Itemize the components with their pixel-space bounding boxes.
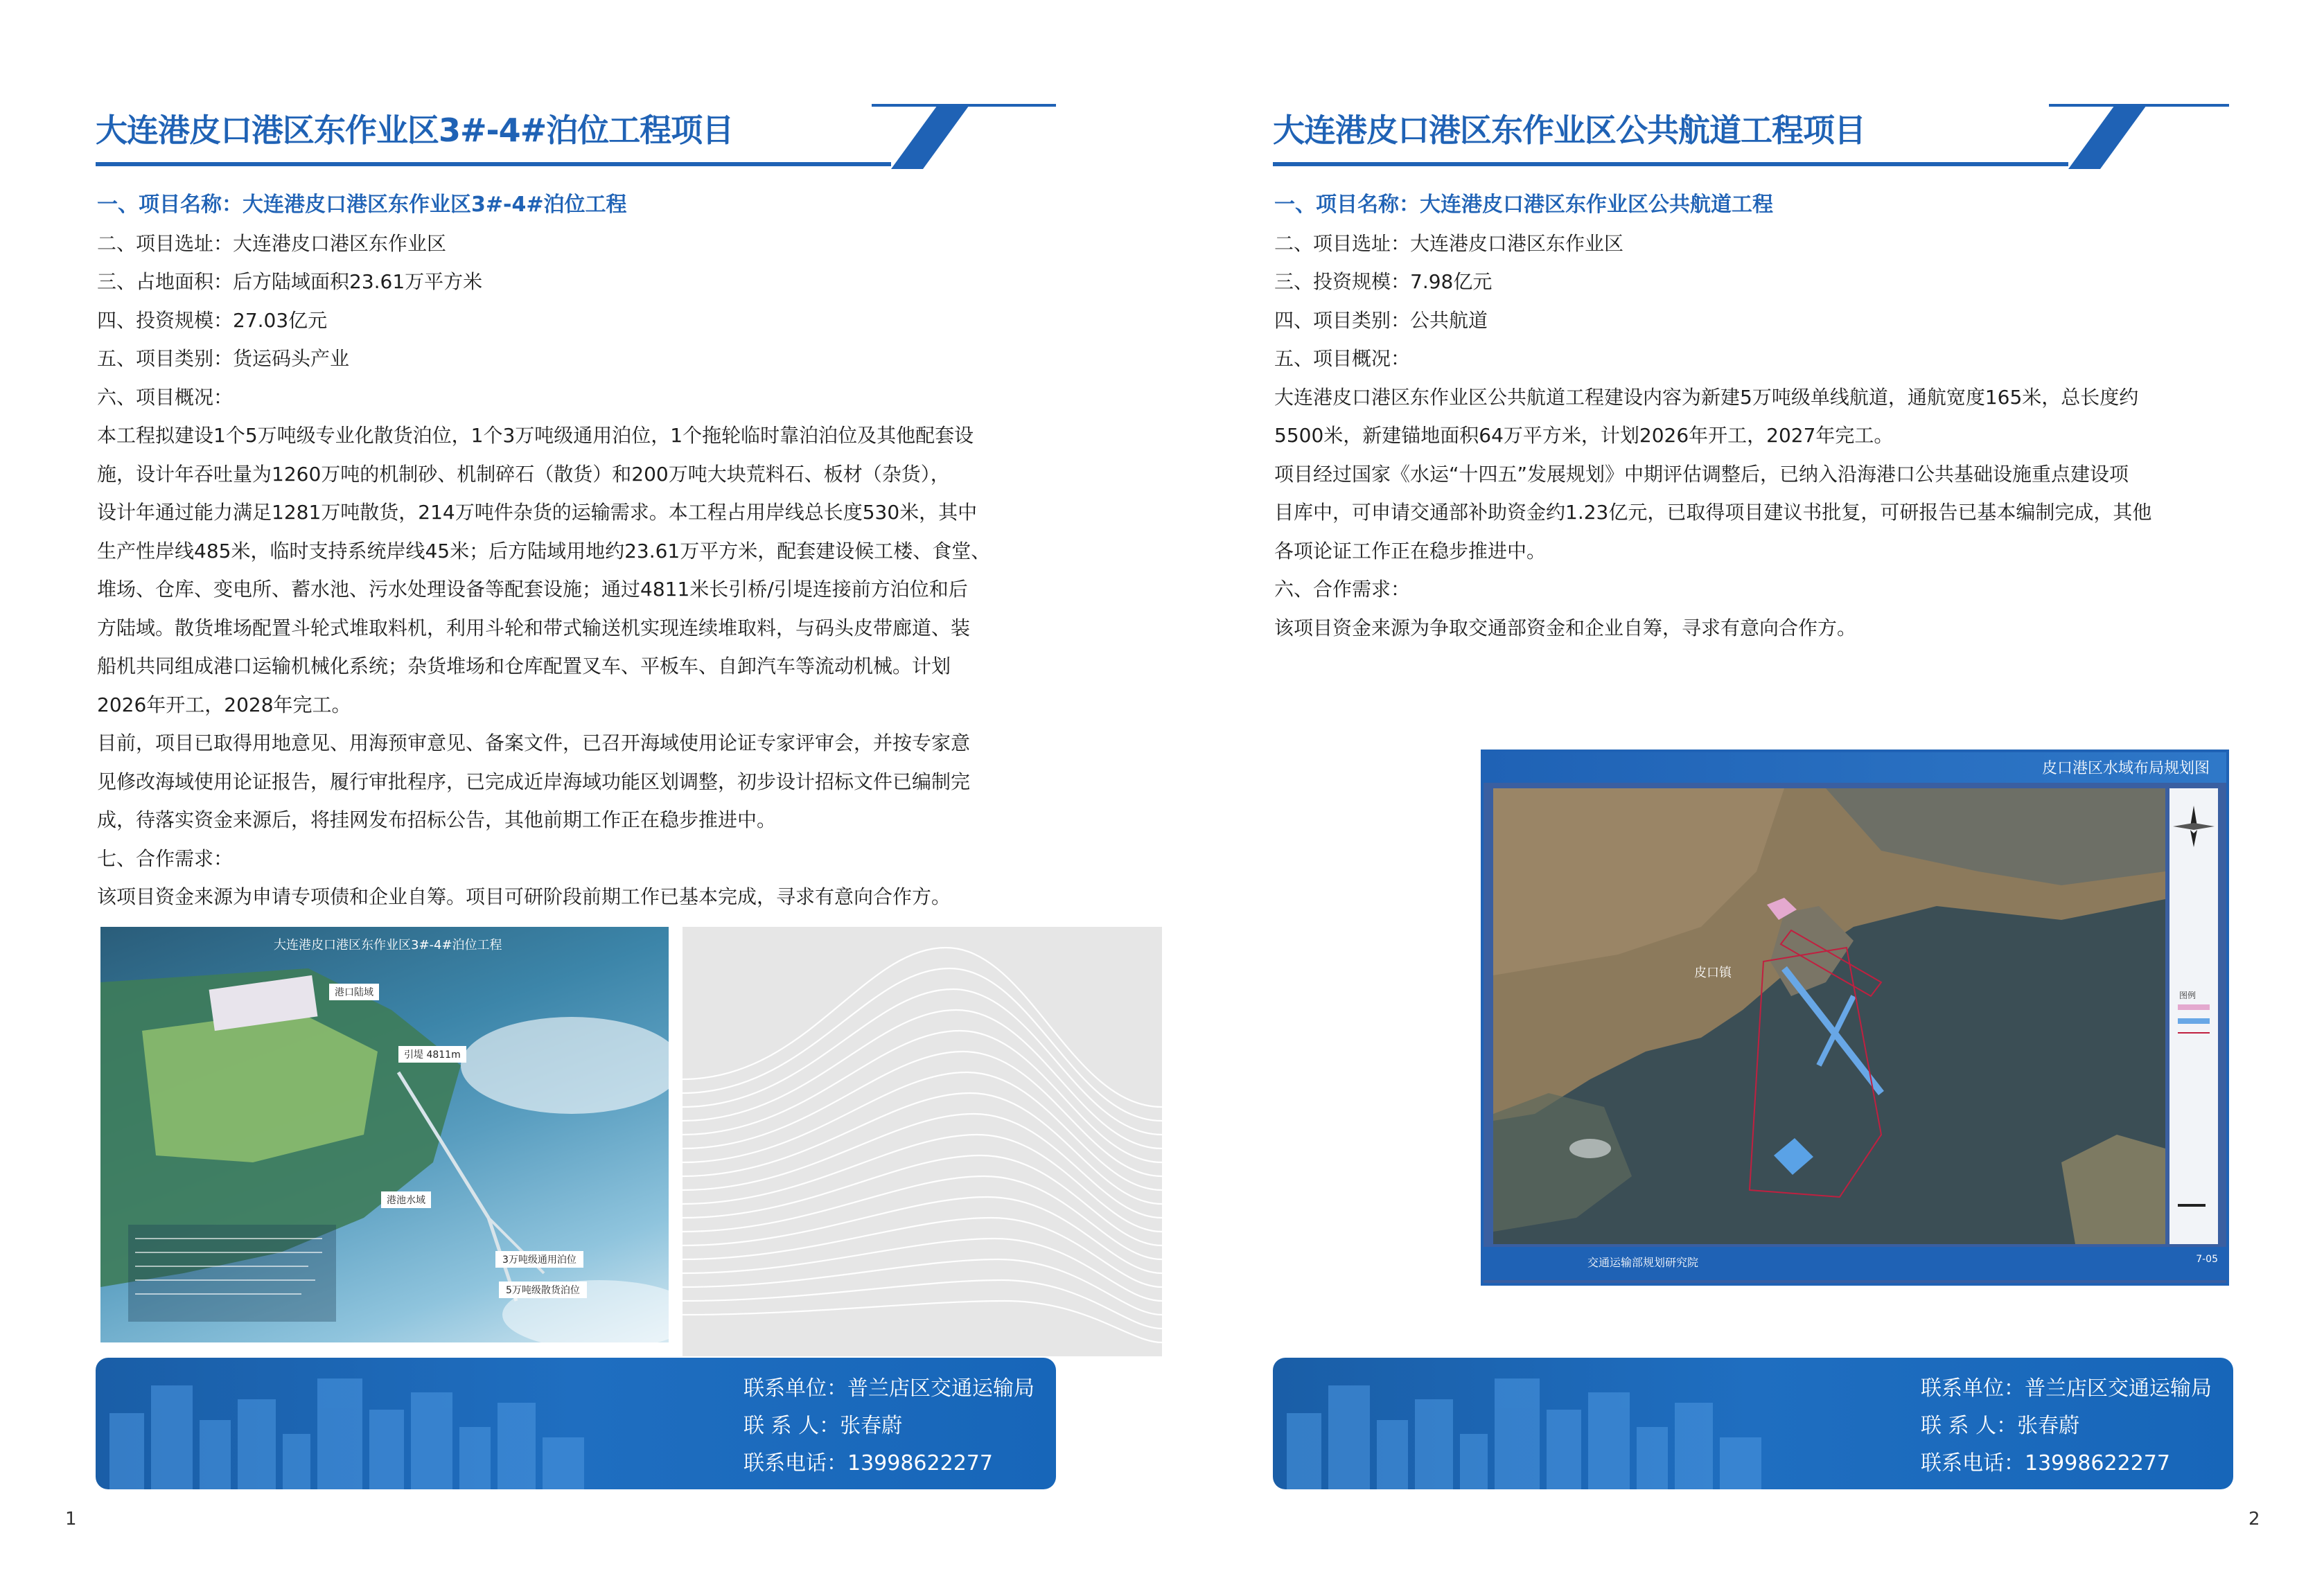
left-title-banner <box>96 101 1056 169</box>
legend-swatch-anchorage <box>2178 1004 2210 1010</box>
left-overview-line: 设计年通过能力满足1281万吨散货，214万吨件杂货的运输需求。本工程占用岸线总长度530米，其中 <box>97 501 978 524</box>
left-status-line: 见修改海域使用论证报告，履行审批程序，已完成近岸海域功能区划调整，初步设计招标文件已编制完 <box>97 770 971 793</box>
left-status-line: 成，待落实资金来源后，将挂网发布招标公告，其他前期工作正在稳步推进中。 <box>97 808 777 831</box>
right-overview-line: 项目经过国家《水运“十四五”发展规划》中期评估调整后，已纳入沿海港口公共基础设施重点建设项 <box>1274 462 2129 486</box>
contact-unit: 联系单位：普兰店区交通运输局 <box>1921 1376 2212 1401</box>
contact-person: 联 系 人：张春蔚 <box>743 1414 903 1438</box>
right-page <box>1162 0 2324 1587</box>
map-footer-org: 交通运输部规划研究院 <box>1587 1256 1699 1269</box>
left-project-name: 一、项目名称：大连港皮口港区东作业区3#-4#泊位工程 <box>97 193 627 217</box>
right-info-line: 二、项目选址：大连港皮口港区东作业区 <box>1274 231 1624 255</box>
satellite-image <box>1493 788 2165 1244</box>
left-overview-line: 施，设计年吞吐量为1260万吨的机制砂、机制碎石（散货）和200万吨大块荒料石、板材（杂货）， <box>97 462 950 486</box>
label-berth-50k: 5万吨级散货泊位 <box>499 1282 587 1298</box>
title-rule-bottom <box>96 162 891 166</box>
left-contact-box <box>96 1358 1056 1489</box>
right-overview-line: 目库中，可申请交通部补助资金约1.23亿元，已取得项目建议书批复，可研报告已基本编制完成，其他 <box>1274 501 2152 524</box>
right-overview-line: 5500米，新建锚地面积64万平方米，计划2026年开工，2027年完工。 <box>1274 424 1894 447</box>
title-slash-decoration <box>2068 104 2147 169</box>
left-page-title: 大连港皮口港区东作业区3#-4#泊位工程项目 <box>96 112 734 149</box>
right-coop-text: 该项目资金来源为争取交通部资金和企业自筹，寻求有意向合作方。 <box>1274 616 1857 639</box>
left-overview-line: 船机共同组成港口运输机械化系统；杂货堆场和仓库配置叉车、平板车、自卸汽车等流动机械。计划 <box>97 655 951 677</box>
left-body-text <box>97 186 1060 916</box>
map-town-label: 皮口镇 <box>1694 966 1732 980</box>
skyline-decoration <box>109 1372 595 1489</box>
right-title-banner <box>1273 101 2229 169</box>
map-page-tag: 7-05 <box>2196 1254 2218 1265</box>
contact-person: 联 系 人：张春蔚 <box>1921 1414 2080 1438</box>
page-number: 2 <box>2248 1509 2260 1530</box>
left-status-line: 目前，项目已取得用地意见、用海预审意见、备案文件，已召开海域使用论证专家评审会，并按专家意 <box>97 732 971 754</box>
map-title: 皮口港区水域布局规划图 <box>2041 760 2210 777</box>
label-berth-30k: 3万吨级通用泊位 <box>495 1251 583 1268</box>
label-causeway: 引堤 4811m <box>398 1046 466 1063</box>
right-info-line: 三、投资规模：7.98亿元 <box>1274 270 1493 293</box>
left-overview-line: 本工程拟建设1个5万吨级专业化散货泊位，1个3万吨级通用泊位，1个拖轮临时靠泊泊位及其他配套设 <box>97 424 974 447</box>
label-harbor-water: 港池水域 <box>381 1191 431 1208</box>
left-info-line: 二、项目选址：大连港皮口港区东作业区 <box>97 231 447 255</box>
harbor-plan-map <box>1481 750 2229 1286</box>
legend-title: 图例 <box>2179 991 2197 1000</box>
right-page-title: 大连港皮口港区东作业区公共航道工程项目 <box>1273 112 1865 149</box>
contact-unit: 联系单位：普兰店区交通运输局 <box>743 1376 1035 1401</box>
left-overview-line: 2026年开工，2028年完工。 <box>97 693 351 716</box>
left-coop-text: 该项目资金来源为申请专项债和企业自筹。项目可研阶段前期工作已基本完成，寻求有意向合作方。 <box>97 885 951 908</box>
compass-icon <box>2169 802 2218 858</box>
right-info-line: 五、项目概况： <box>1274 347 1411 370</box>
skyline-decoration <box>1287 1372 1772 1489</box>
right-body-text <box>1274 186 2224 647</box>
right-coop-heading: 六、合作需求： <box>1274 578 1411 601</box>
left-overview-line: 堆场、仓库、变电所、蓄水池、污水处理设备等配套设施；通过4811米长引桥/引堤连接前方泊位和后 <box>97 578 968 601</box>
label-port-land: 港口陆域 <box>329 984 379 1000</box>
contact-phone: 联系电话：13998622277 <box>1921 1451 2170 1475</box>
contact-phone: 联系电话：13998622277 <box>743 1451 993 1475</box>
map-legend-panel <box>2169 788 2218 1244</box>
page-number: 1 <box>65 1509 77 1530</box>
port-rendering-image <box>100 927 669 1342</box>
right-project-name: 一、项目名称：大连港皮口港区东作业区公共航道工程 <box>1274 193 1773 217</box>
legend-swatch-channel <box>2178 1018 2210 1024</box>
title-rule-bottom <box>1273 162 2068 166</box>
left-info-line: 六、项目概况： <box>97 385 234 409</box>
left-info-line: 五、项目类别：货运码头产业 <box>97 347 350 370</box>
left-coop-heading: 七、合作需求： <box>97 846 234 870</box>
left-info-line: 三、占地面积：后方陆域面积23.61万平方米 <box>97 270 483 293</box>
right-info-line: 四、项目类别：公共航道 <box>1274 308 1488 332</box>
right-overview-line: 大连港皮口港区东作业区公共航道工程建设内容为新建5万吨级单线航道，通航宽度165米，总长度约 <box>1274 385 2139 409</box>
title-slash-decoration <box>891 104 970 169</box>
left-overview-line: 方陆域。散货堆场配置斗轮式堆取料机，利用斗轮和带式输送机实现连续堆取料，与码头皮带廊道、装 <box>97 616 971 639</box>
right-contact-box <box>1273 1358 2233 1489</box>
map-scale-bar <box>2178 1204 2206 1207</box>
rendering-title: 大连港皮口港区东作业区3#-4#泊位工程 <box>274 938 502 952</box>
left-overview-line: 生产性岸线485米，临时支持系统岸线45米；后方陆域用地约23.61万平方米，配套建设候工楼、食堂、 <box>97 539 991 562</box>
left-info-line: 四、投资规模：27.03亿元 <box>97 308 328 332</box>
right-overview-line: 各项论证工作正在稳步推进中。 <box>1274 539 1547 562</box>
wave-decoration <box>683 927 1162 1356</box>
legend-swatch-boundary <box>2178 1032 2210 1034</box>
